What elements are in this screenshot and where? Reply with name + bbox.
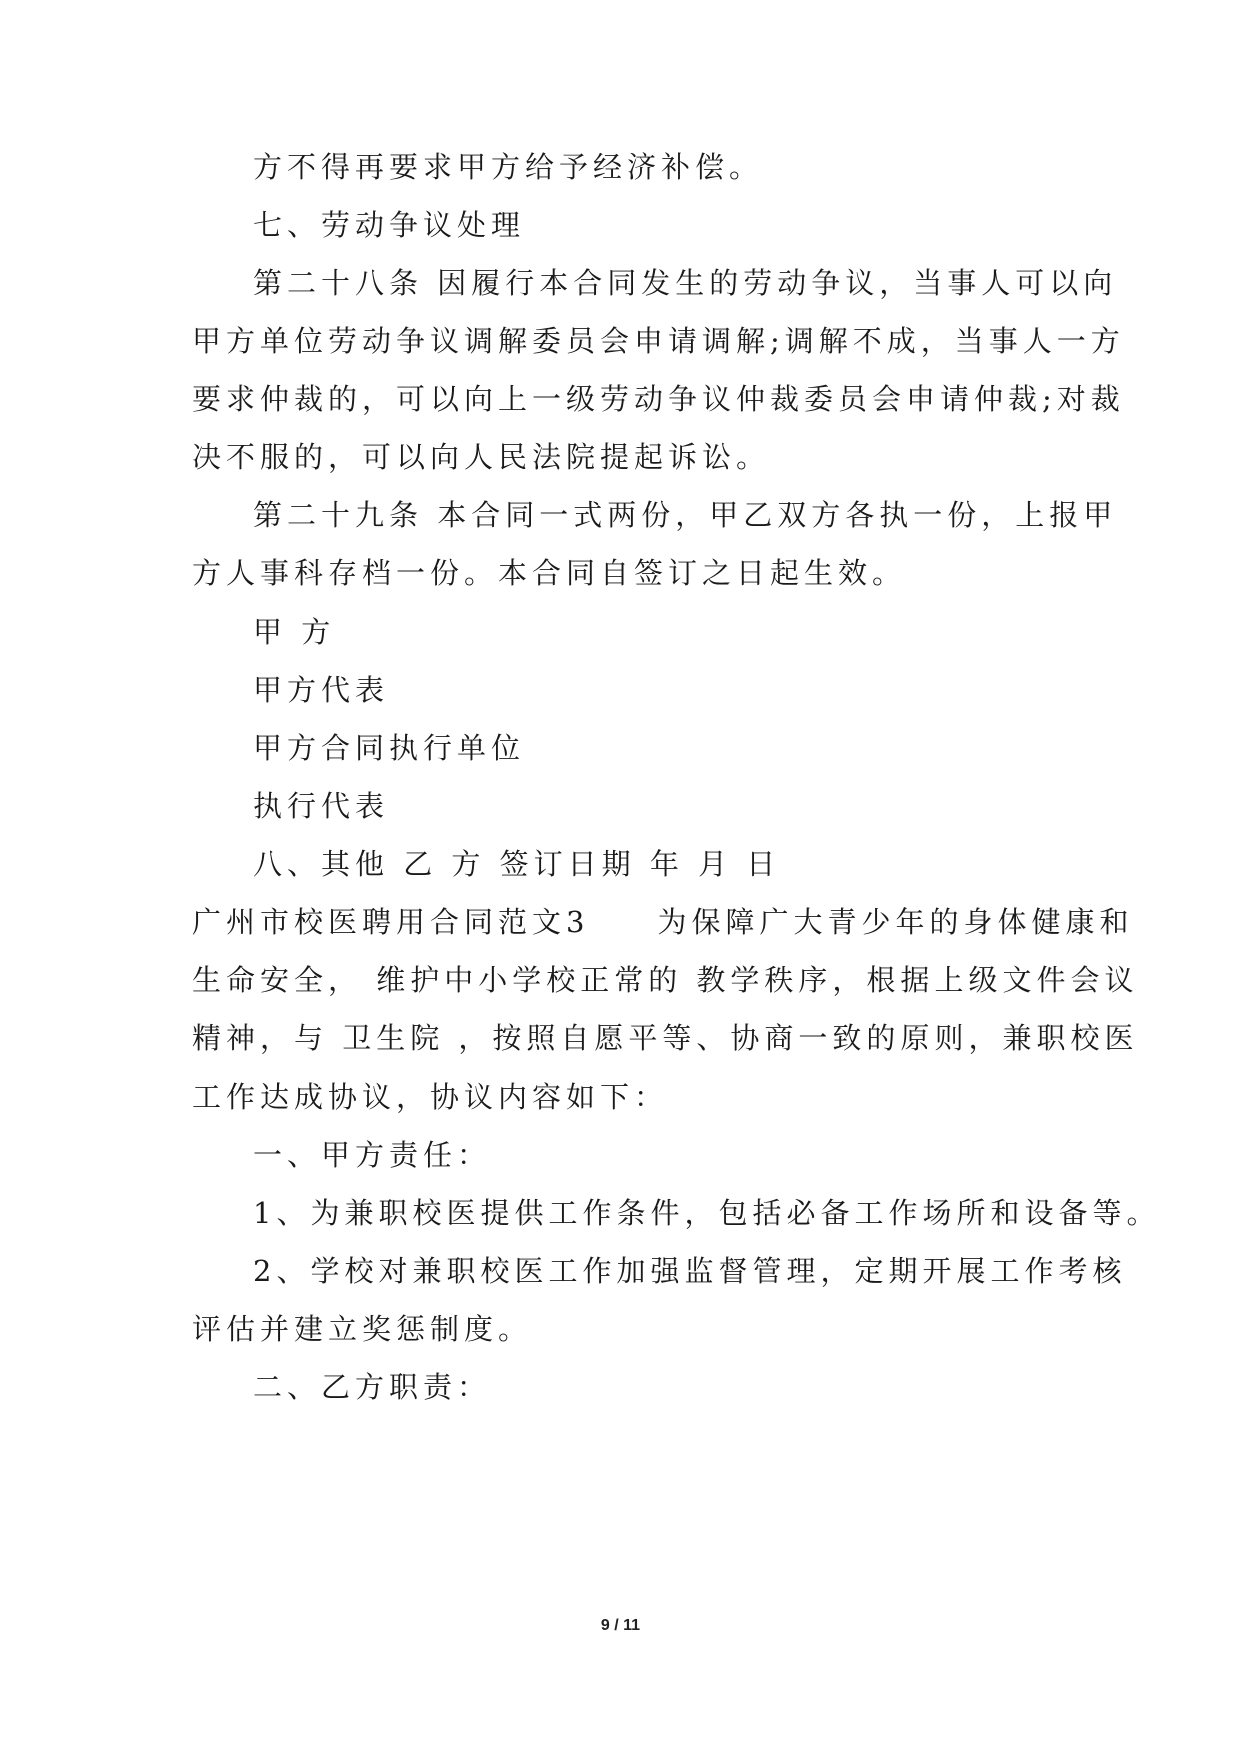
list-item: 2、学校对兼职校医工作加强监督管理，定期开展工作考核 bbox=[253, 1254, 1127, 1288]
text-line: 广州市校医聘用合同范文3 为保障广大青少年的身体健康和 bbox=[192, 905, 1134, 939]
text-line: 工作达成协议，协议内容如下： bbox=[192, 1080, 669, 1114]
section-heading: 八、其他 乙 方 签订日期 年 月 日 bbox=[253, 847, 781, 881]
section-heading: 二、乙方职责： bbox=[253, 1370, 492, 1404]
text-line: 评估并建立奖惩制度。 bbox=[192, 1312, 533, 1346]
signature-field-executing-unit: 甲方合同执行单位 bbox=[253, 731, 526, 765]
page-number: 9 / 11 bbox=[600, 1617, 641, 1634]
text-line: 方人事科存档一份。本合同自签订之日起生效。 bbox=[192, 556, 907, 590]
text-line: 精神，与 卫生院 ，按照自愿平等、协商一致的原则，兼职校医 bbox=[192, 1021, 1139, 1055]
section-heading: 一、甲方责任： bbox=[253, 1138, 492, 1172]
text-line: 决不服的，可以向人民法院提起诉讼。 bbox=[192, 440, 771, 474]
signature-field-executing-representative: 执行代表 bbox=[253, 789, 390, 823]
text-line: 生命安全， 维护中小学校正常的 教学秩序，根据上级文件会议 bbox=[192, 963, 1139, 997]
section-heading: 七、劳动争议处理 bbox=[253, 208, 526, 242]
list-item: 1、为兼职校医提供工作条件，包括必备工作场所和设备等。 bbox=[253, 1196, 1161, 1230]
signature-field-party-a: 甲 方 bbox=[253, 615, 336, 649]
text-line: 方不得再要求甲方给予经济补偿。 bbox=[253, 150, 764, 184]
signature-field-party-a-representative: 甲方代表 bbox=[253, 673, 390, 707]
text-line: 第二十八条 因履行本合同发生的劳动争议，当事人可以向 bbox=[253, 266, 1118, 300]
text-line: 要求仲裁的，可以向上一级劳动争议仲裁委员会申请仲裁;对裁 bbox=[192, 382, 1125, 416]
text-line: 第二十九条 本合同一式两份，甲乙双方各执一份，上报甲 bbox=[253, 498, 1118, 532]
text-line: 甲方单位劳动争议调解委员会申请调解;调解不成，当事人一方 bbox=[192, 324, 1125, 358]
